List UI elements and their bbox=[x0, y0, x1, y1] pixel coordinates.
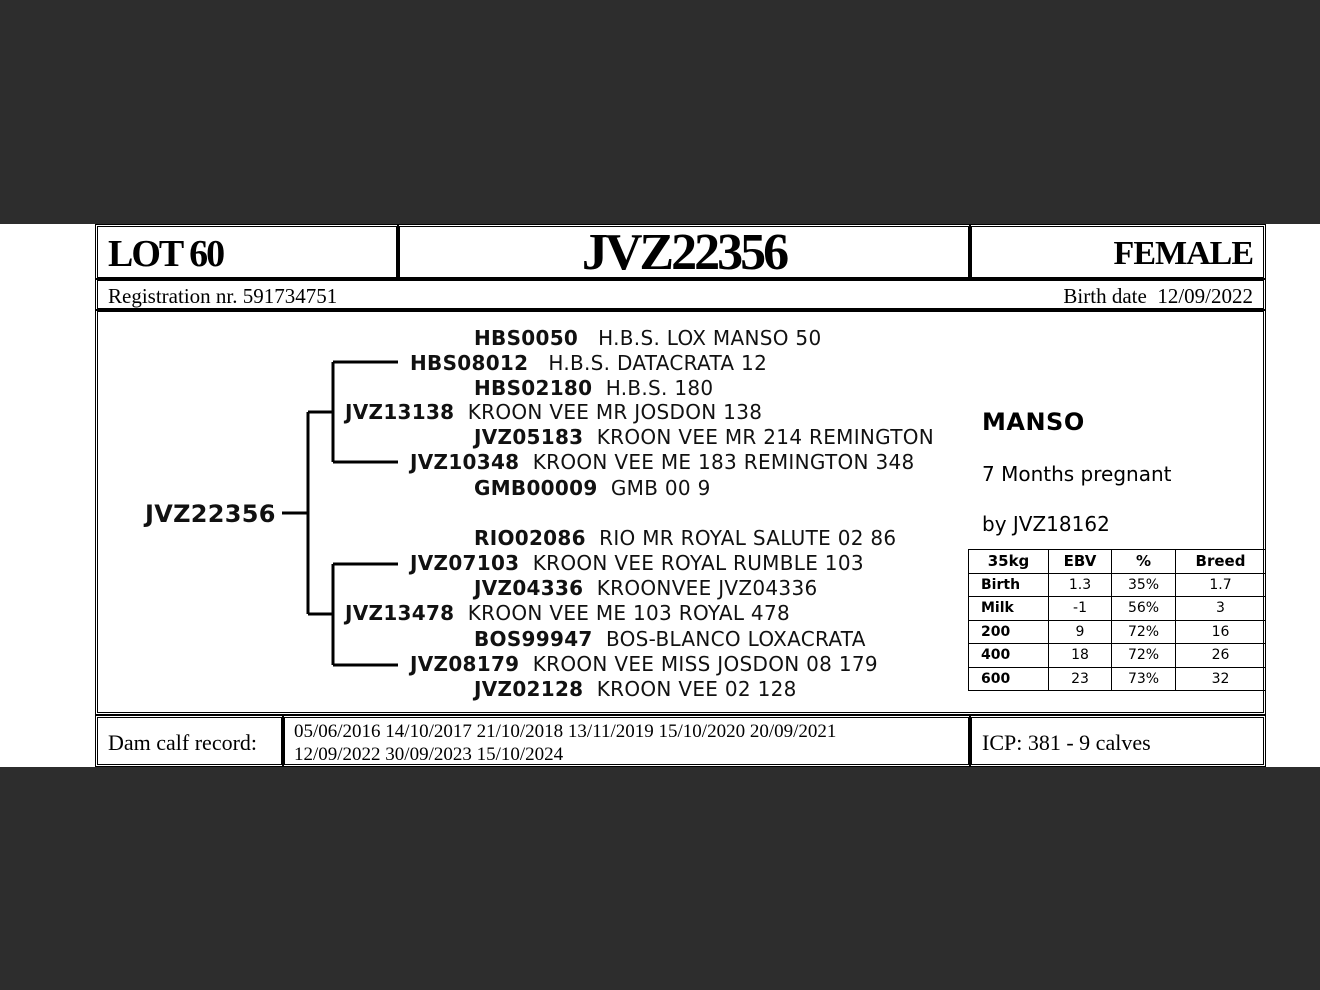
dam-record-dates-box bbox=[282, 715, 971, 767]
ancestor-code: HBS02180 bbox=[474, 376, 593, 400]
ancestor-name: KROON VEE MR 214 REMINGTON bbox=[596, 425, 935, 449]
ebv-breed: 3 bbox=[1176, 597, 1266, 621]
dam-sire bbox=[410, 551, 864, 576]
sire-sire-dam bbox=[474, 376, 713, 401]
ancestor-name: BOS-BLANCO LOXACRATA bbox=[605, 627, 866, 651]
ebv-breed: 1.7 bbox=[1176, 573, 1266, 597]
ebv-header: % bbox=[1112, 550, 1176, 574]
icp-value: ICP: 381 - 9 calves bbox=[982, 730, 1151, 755]
ancestor-name: KROON VEE ROYAL RUMBLE 103 bbox=[532, 551, 864, 575]
dam-dam-sire bbox=[474, 627, 866, 652]
ebv-trait: 600 bbox=[969, 667, 1049, 691]
service-sire: MANSO bbox=[982, 408, 1085, 436]
ancestor-name: H.B.S. 180 bbox=[605, 376, 714, 400]
ebv-trait: 200 bbox=[969, 620, 1049, 644]
ebv-header-row bbox=[969, 550, 1266, 574]
ancestor-code: JVZ05183 bbox=[474, 425, 584, 449]
ancestor-name: KROON VEE ME 103 ROYAL 478 bbox=[467, 601, 791, 625]
sire-sire bbox=[410, 351, 767, 376]
birth-date-value: 12/09/2022 bbox=[1157, 284, 1253, 308]
ancestor-code: JVZ10348 bbox=[410, 450, 520, 474]
ancestor-code: RIO02086 bbox=[474, 526, 586, 550]
ebv-accuracy: 56% bbox=[1112, 597, 1176, 621]
ancestor-code: HBS0050 bbox=[474, 326, 579, 350]
ebv-trait: Milk bbox=[969, 597, 1049, 621]
ebv-accuracy: 35% bbox=[1112, 573, 1176, 597]
pregnancy-by: by JVZ18162 bbox=[982, 512, 1110, 536]
animal-sex: FEMALE bbox=[1113, 235, 1253, 272]
ancestor-name: KROON VEE MR JOSDON 138 bbox=[467, 400, 763, 424]
ebv-breed: 26 bbox=[1176, 644, 1266, 668]
registration-value: 591734751 bbox=[242, 284, 338, 308]
ebv-header: Breed bbox=[1176, 550, 1266, 574]
ebv-row bbox=[969, 620, 1266, 644]
sire-dam-dam bbox=[474, 476, 711, 501]
icp-box bbox=[969, 715, 1266, 767]
ancestor-code: JVZ07103 bbox=[410, 551, 520, 575]
dam-sire-dam bbox=[474, 576, 818, 601]
ancestor-code: JVZ02128 bbox=[474, 677, 584, 701]
ancestor-name: GMB 00 9 bbox=[610, 476, 711, 500]
ebv-breed: 32 bbox=[1176, 667, 1266, 691]
dam-dam-dam bbox=[474, 677, 797, 702]
ancestor-name: KROON VEE MISS JOSDON 08 179 bbox=[532, 652, 878, 676]
ebv-accuracy: 73% bbox=[1112, 667, 1176, 691]
sire-dam-sire bbox=[474, 425, 934, 450]
animal-id: JVZ22356 bbox=[581, 224, 787, 281]
subject-id: JVZ22356 bbox=[145, 500, 276, 528]
ancestor-code: HBS08012 bbox=[410, 351, 529, 375]
ebv-trait: Birth bbox=[969, 573, 1049, 597]
ebv-table bbox=[968, 549, 1266, 691]
ebv-value: 9 bbox=[1049, 620, 1112, 644]
ancestor-code: BOS99947 bbox=[474, 627, 593, 651]
ancestor-code: JVZ08179 bbox=[410, 652, 520, 676]
ancestor-name: RIO MR ROYAL SALUTE 02 86 bbox=[599, 526, 897, 550]
ebv-row bbox=[969, 573, 1266, 597]
ebv-row bbox=[969, 667, 1266, 691]
ebv-accuracy: 72% bbox=[1112, 620, 1176, 644]
dam-dam bbox=[410, 652, 878, 677]
birth-date-label: Birth date bbox=[1063, 284, 1147, 308]
lot-card bbox=[0, 224, 1320, 767]
dam-record-label-box bbox=[95, 715, 284, 767]
ancestor-code: JVZ13478 bbox=[345, 601, 455, 625]
ebv-trait: 400 bbox=[969, 644, 1049, 668]
ancestor-code: GMB00009 bbox=[474, 476, 598, 500]
ebv-row bbox=[969, 597, 1266, 621]
ebv-row bbox=[969, 644, 1266, 668]
ancestor-name: KROON VEE ME 183 REMINGTON 348 bbox=[532, 450, 915, 474]
dam-record-dates-line2: 12/09/2022 30/09/2023 15/10/2024 bbox=[294, 744, 564, 765]
ebv-value: 18 bbox=[1049, 644, 1112, 668]
ebv-header: EBV bbox=[1049, 550, 1112, 574]
lot-number: LOT 60 bbox=[108, 233, 224, 275]
sire bbox=[345, 400, 762, 425]
ancestor-name: H.B.S. DATACRATA 12 bbox=[548, 351, 768, 375]
pregnancy-status: 7 Months pregnant bbox=[982, 462, 1172, 486]
dam-record-label: Dam calf record: bbox=[108, 730, 258, 755]
dam bbox=[345, 601, 790, 626]
ebv-value: -1 bbox=[1049, 597, 1112, 621]
ebv-header: 35kg bbox=[969, 550, 1049, 574]
ancestor-code: JVZ04336 bbox=[474, 576, 584, 600]
dam-record-dates-line1: 05/06/2016 14/10/2017 21/10/2018 13/11/2019 15/10/2020 20/09/2021 bbox=[294, 721, 837, 742]
ebv-breed: 16 bbox=[1176, 620, 1266, 644]
ancestor-name: H.B.S. LOX MANSO 50 bbox=[598, 326, 822, 350]
ebv-value: 23 bbox=[1049, 667, 1112, 691]
ancestor-name: KROONVEE JVZ04336 bbox=[596, 576, 818, 600]
registration-label: Registration nr. bbox=[108, 284, 238, 308]
ebv-value: 1.3 bbox=[1049, 573, 1112, 597]
ancestor-code: JVZ13138 bbox=[345, 400, 455, 424]
sire-sire-sire bbox=[474, 326, 821, 351]
dam-sire-sire bbox=[474, 526, 896, 551]
ebv-accuracy: 72% bbox=[1112, 644, 1176, 668]
sire-dam bbox=[410, 450, 915, 475]
ancestor-name: KROON VEE 02 128 bbox=[596, 677, 797, 701]
